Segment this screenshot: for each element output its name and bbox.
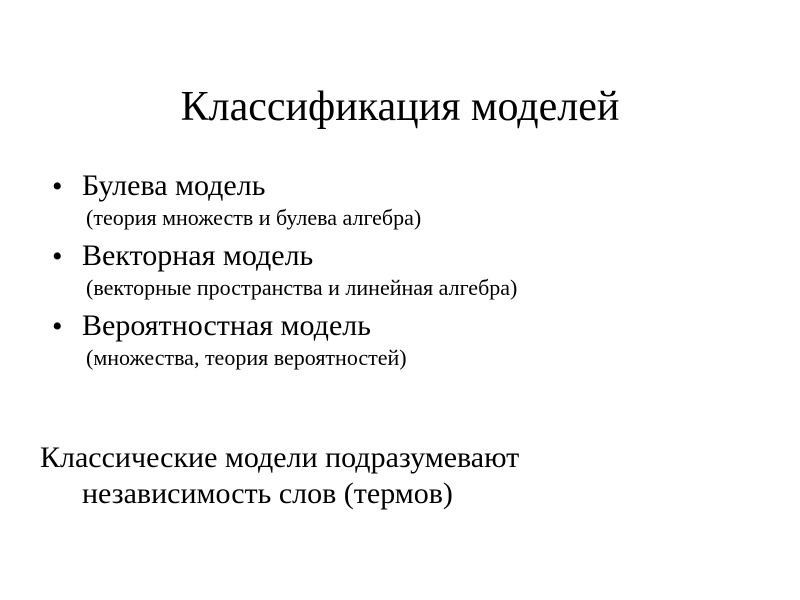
bullet-main-text: Векторная модель <box>82 239 314 272</box>
note-line-1: Классические модели подразумевают <box>40 441 520 474</box>
list-item-probabilistic-model <box>48 308 768 372</box>
bullet-icon: • <box>52 170 63 203</box>
bullet-sub-text: (векторные пространства и линейная алгебра) <box>86 275 518 300</box>
bullet-main-text: Булева модель <box>82 169 266 202</box>
model-list <box>48 168 768 378</box>
classic-models-note <box>40 440 760 512</box>
bullet-sub-text: (множества, теория вероятностей) <box>86 345 407 370</box>
list-item-boolean-model <box>48 168 768 232</box>
bullet-icon: • <box>52 310 63 343</box>
bullet-main-text: Вероятностная модель <box>82 309 371 342</box>
list-item-vector-model <box>48 238 768 302</box>
bullet-icon: • <box>52 240 63 273</box>
slide-title: Классификация моделей <box>180 84 620 130</box>
note-line-2: независимость слов (термов) <box>82 477 453 510</box>
bullet-sub-text: (теория множеств и булева алгебра) <box>86 205 422 230</box>
